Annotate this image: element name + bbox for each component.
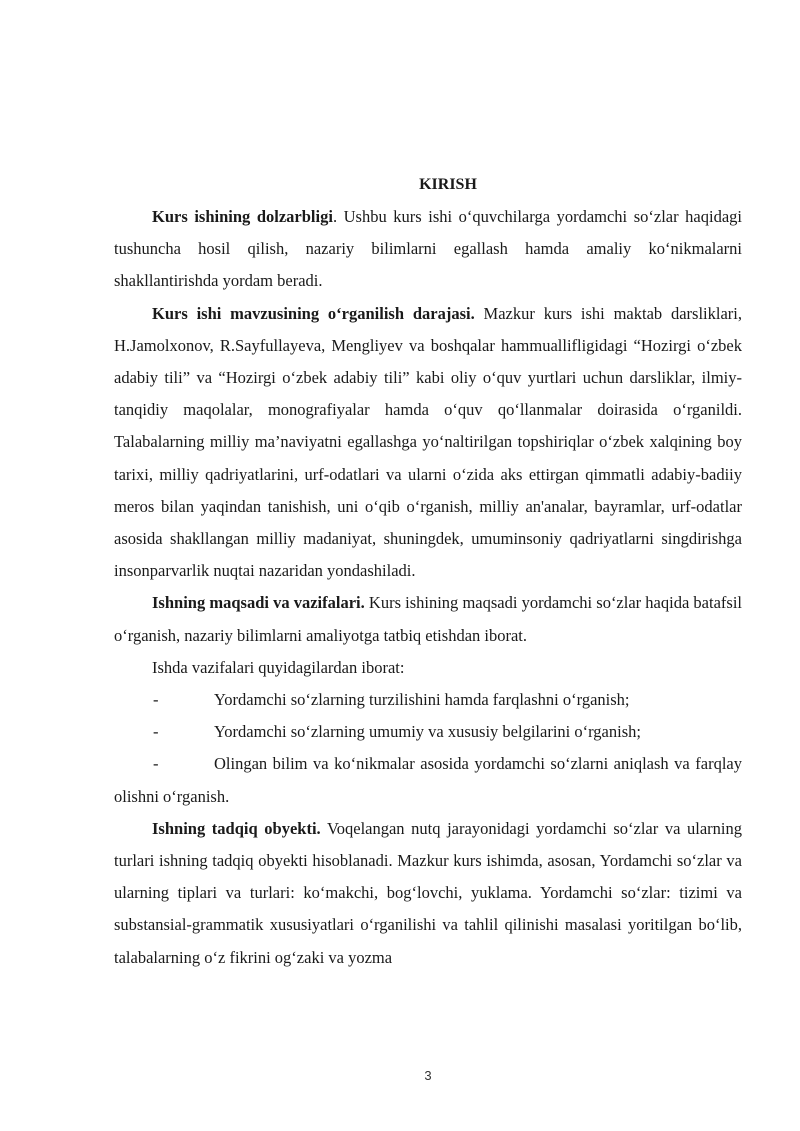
paragraph-text: Kurs ishining maqsadi yordamchi so‘zlar haqida batafsil o‘rganish, nazariy bilimlarni amaliyotga tatbiq etishdan iborat. [114, 593, 742, 645]
paragraph-goals [114, 587, 742, 651]
paragraph-relevance [114, 201, 742, 298]
paragraph-research-object [114, 813, 742, 974]
page-number: 3 [424, 1068, 432, 1083]
paragraph-heading: Ishning tadqiq obyekti. [152, 818, 321, 838]
list-dash-marker: - [153, 690, 159, 710]
list-item [114, 684, 742, 716]
paragraph-study-degree [114, 298, 742, 588]
paragraph-text: . Ushbu kurs ishi o‘quvchilarga yordamchi so‘zlar haqidagi tushuncha hosil qilish, nazariy bilimlarni egallash hamda amaliy ko‘nikmalarni shakllantirishda yordam beradi. [114, 207, 742, 291]
list-item-text: Yordamchi so‘zlarning turzilishini hamda farqlashni o‘rganish; [214, 690, 630, 710]
paragraph-text: Voqelangan nutq jarayonidagi yordamchi so‘zlar va ularning turlari ishning tadqiq obyekti hisoblanadi. Mazkur kurs ishimda, asosan, Yordamchi so‘zlar va ularning tiplari va turlari: ko‘makchi, bog‘lovchi, yuklama. Yordamchi so‘zlar: tizimi va substansial-grammatik xususiyatlari o‘rganilishi va tahlil qilinishi masalasi yoritilgan bo‘lib, talabalarning o‘z fikrini og‘zaki va yozma [114, 818, 742, 967]
document-page [114, 168, 742, 974]
list-dash-marker: - [153, 754, 159, 774]
list-item-text: Olingan bilim va ko‘nikmalar asosida yordamchi so‘zlarni aniqlash va farqlay olishni o‘rganish. [114, 754, 742, 806]
section-title: KIRISH [419, 176, 477, 193]
paragraph-text: Mazkur kurs ishi maktab darsliklari, H.Jamolxonov, R.Sayfullayeva, Mengliyev va boshqalar hammuallifligidagi “Hozirgi o‘zbek adabiy tili” va “Hozirgi o‘zbek adabiy tili” kabi oliy o‘quv yurtlari uchun darsliklar, ilmiy-tanqidiy maqolalar, monografiyalar hamda o‘quv qo‘llanmalar doirasida o‘rganildi. Talabalarning milliy ma’naviyatni egallashga yo‘naltirilgan topshiriqlar o‘zbek xalqining boy tarixi, milliy qadriyatlarini, urf-odatlari va ularni o‘zida aks ettirgan qimmatli adabiy-badiiy meros bilan yaqindan tanishish, uni o‘qib o‘rganish, milliy an'analar, bayramlar, urf-odatlar asosida shakllangan milliy madaniyat, shuningdek, umuminsoniy qadriyatlarni singdirishga insonparvarlik nuqtai nazaridan yondashiladi. [114, 303, 743, 581]
list-item-text: Yordamchi so‘zlarning umumiy va xususiy belgilarini o‘rganish; [214, 722, 641, 742]
paragraph-heading: Ishning maqsadi va vazifalari. [152, 593, 365, 613]
paragraph-heading: Kurs ishi mavzusining o‘rganilish darajasi. [152, 303, 475, 323]
paragraph-tasks-intro: Ishda vazifalari quyidagilardan iborat: [152, 657, 405, 677]
list-dash-marker: - [153, 722, 159, 742]
paragraph-heading: Kurs ishining dolzarbligi [152, 207, 333, 226]
list-item [114, 748, 742, 812]
list-item [114, 716, 742, 748]
